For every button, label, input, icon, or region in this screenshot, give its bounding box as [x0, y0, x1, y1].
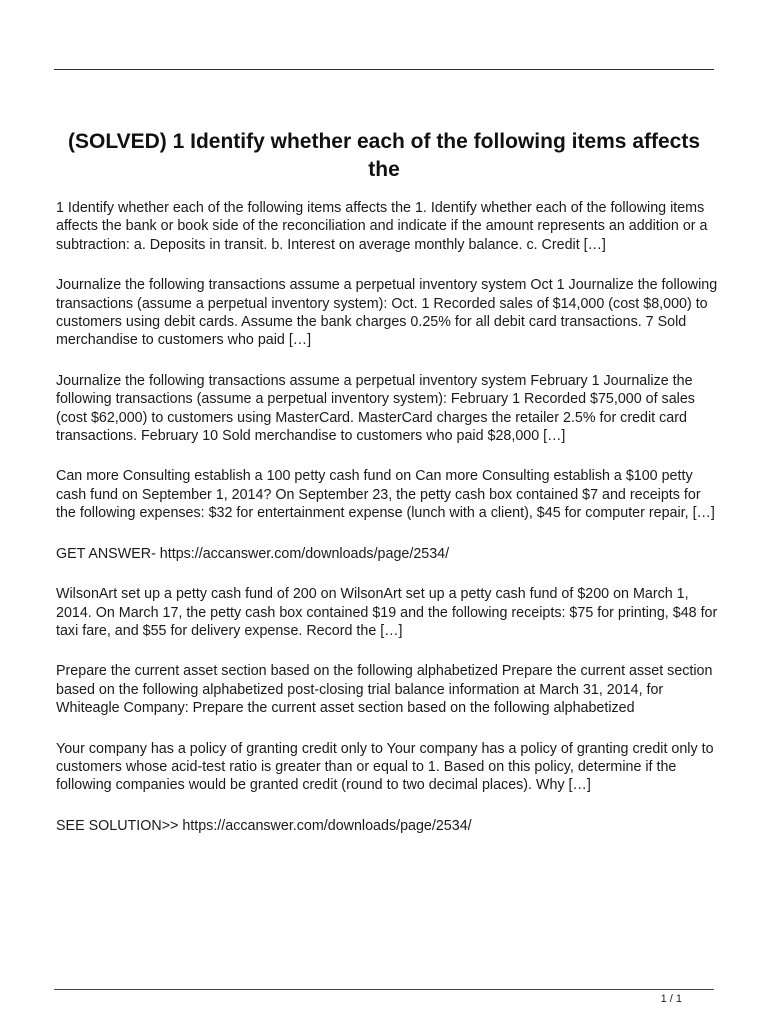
paragraph-bank-reconciliation: 1 Identify whether each of the following items affects the 1. Identify whether each of the following items affects the bank or book side of the reconciliation and indicate if the amount represents an addition or a subtraction: a. Deposits in transit. b. Interest on average monthly balance. c. Credit […] — [56, 200, 708, 253]
header-rule — [54, 69, 714, 70]
footer-rule — [54, 989, 714, 990]
paragraph-credit-policy: Your company has a policy of granting credit only to Your company has a policy of granting credit only to customers whose acid-test ratio is greater than or equal to 1. Based on this policy, determine if the following companies would be granted credit (round to two decimal places). Why […] — [56, 740, 714, 794]
get-answer-link[interactable]: GET ANSWER- https://accanswer.com/downloads/page/2534/ — [56, 545, 450, 562]
see-solution-link[interactable]: SEE SOLUTION>> https://accanswer.com/downloads/page/2534/ — [56, 817, 472, 834]
paragraph-debit-card-sales: Journalize the following transactions assume a perpetual inventory system Oct 1 Journalize the following transactions (assume a perpetual inventory system): Oct. 1 Recorded sales of $14,000 (cost $8,000) to customers using debit cards. Assume the bank charges 0.25% for all debit card transactions. 7 Sold merchandise to customers who paid […] — [56, 277, 718, 349]
page-indicator: 1 / 1 — [660, 993, 682, 1005]
document-title: (SOLVED) 1 Identify whether each of the following items affects the — [67, 130, 701, 181]
paragraph-petty-cash-wilsonart: WilsonArt set up a petty cash fund of 200 on WilsonArt set up a petty cash fund of $200 on March 1, 2014. On March 17, the petty cash box contained $19 and the following receipts: $75 for printing, $48 for taxi fare, and $55 for delivery expense. Record the […] — [56, 586, 718, 639]
paragraph-mastercard-sales: Journalize the following transactions assume a perpetual inventory system February 1 Journalize the following transactions (assume a perpetual inventory system): February 1 Recorded $75,000 of sales (cost $62,000) to customers using MasterCard. MasterCard charges the retailer 2.5% for credit card transactions. February 10 Sold merchandise to customers who paid $28,000 […] — [56, 372, 695, 445]
paragraph-current-asset-section: Prepare the current asset section based on the following alphabetized Prepare the current asset section based on the following alphabetized post-closing trial balance information at March 31, 2014, for Whiteagle Company: Prepare the current asset section based on the following alphabetized — [56, 663, 713, 717]
document-body — [56, 199, 718, 857]
paragraph-petty-cash-canmore: Can more Consulting establish a 100 petty cash fund on Can more Consulting establish a $100 petty cash fund on September 1, 2014? On September 23, the petty cash box contained $7 and receipts for the following expenses: $32 for entertainment expense (lunch with a client), $45 for computer repair, […] — [56, 468, 715, 522]
